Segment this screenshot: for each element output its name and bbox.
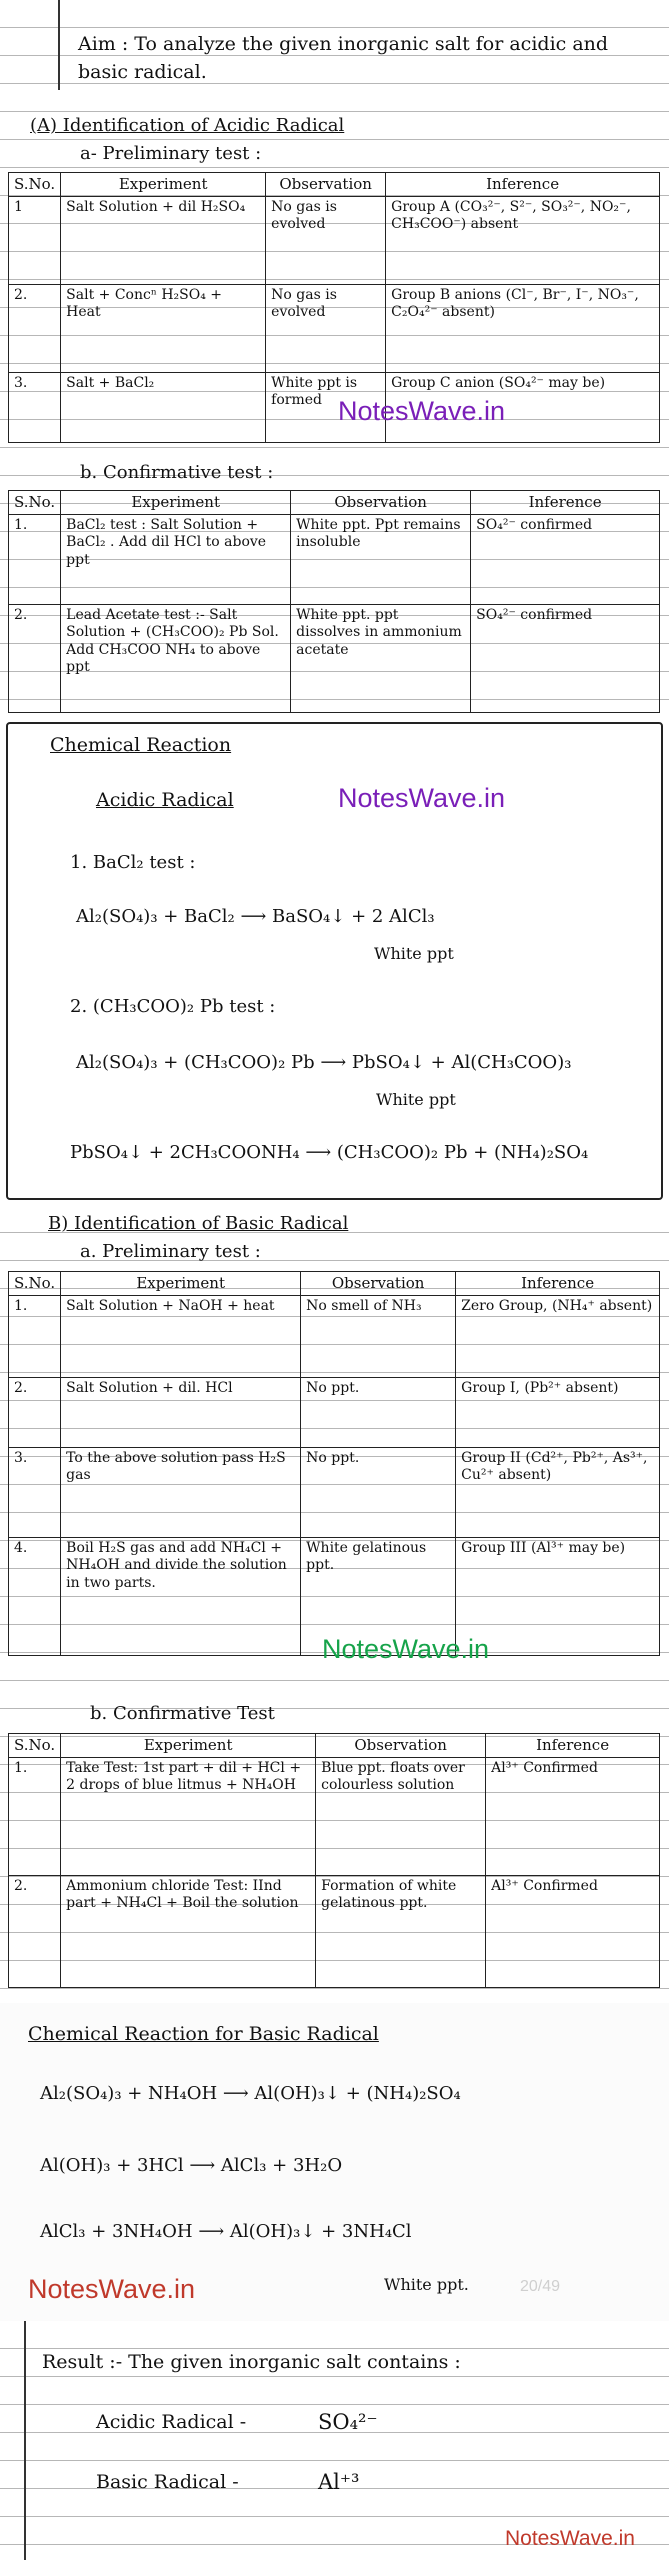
table-cell: Group I, (Pb²⁺ absent): [456, 1377, 660, 1447]
watermark: NotesWave.in: [322, 1634, 490, 1664]
table-row: [9, 284, 660, 372]
reaction-equation: Al(OH)₃ + 3HCl ⟶ AlCl₃ + 3H₂O: [40, 2155, 343, 2176]
table-cell: White ppt. Ppt remains insoluble: [291, 514, 471, 604]
table-cell: Salt + Concⁿ H₂SO₄ + Heat: [61, 284, 266, 372]
table-cell: Salt Solution + NaOH + heat: [61, 1295, 301, 1377]
page-number: 20/49: [520, 2278, 561, 2295]
table-cell: 3.: [9, 1447, 61, 1537]
table-cell: No ppt.: [301, 1377, 456, 1447]
table-row: [9, 1295, 660, 1377]
test-title: 1. BaCl₂ test :: [70, 852, 196, 873]
basic-radical-label: Basic Radical -: [96, 2471, 239, 2493]
basic-prelim-table: [8, 1271, 660, 1656]
table-cell: No gas is evolved: [266, 284, 386, 372]
table-cell: Take Test: 1st part + dil + HCl + 2 drops of blue litmus + NH₄OH: [61, 1757, 316, 1875]
acidic-radical-value: SO₄²⁻: [318, 2410, 378, 2434]
aim-text: Aim : To analyze the given inorganic salt for acidic and basic radical.: [78, 33, 609, 83]
section-b-title: B) Identification of Basic Radical: [48, 1213, 349, 1234]
table-cell: 1: [9, 196, 61, 284]
col-header: Experiment: [61, 173, 266, 197]
table-cell: 2.: [9, 604, 61, 712]
table-header-row: [9, 173, 660, 197]
watermark: NotesWave.in: [505, 2527, 635, 2550]
table-cell: Salt + BaCl₂: [61, 372, 266, 442]
col-header: Inference: [386, 173, 660, 197]
table-cell: Lead Acetate test :- Salt Solution + (CH₃COO)₂ Pb Sol. Add CH₃COO NH₄ to above ppt: [61, 604, 291, 712]
basic-confirm-table: [8, 1733, 660, 1988]
table-row: [9, 1757, 660, 1875]
acidic-confirm-table: [8, 490, 660, 713]
prelim-test-title: a. Preliminary test :: [80, 1241, 261, 1262]
notes-page-acidic-tests: [0, 0, 669, 722]
table-cell: Ammonium chloride Test: IInd part + NH₄Cl + Boil the solution: [61, 1875, 316, 1987]
basic-radical-value: Al⁺³: [318, 2470, 360, 2494]
table-row: [9, 604, 660, 712]
table-cell: Salt Solution + dil. HCl: [61, 1377, 301, 1447]
col-header: Experiment: [61, 491, 291, 515]
table-header-row: [9, 491, 660, 515]
table-row: [9, 1377, 660, 1447]
table-cell: Group A (CO₃²⁻, S²⁻, SO₃²⁻, NO₂⁻, CH₃COO⁻) absent: [386, 196, 660, 284]
reaction-equation: Al₂(SO₄)₃ + (CH₃COO)₂ Pb ⟶ PbSO₄↓ + Al(CH₃COO)₃: [76, 1052, 572, 1073]
watermark: NotesWave.in: [338, 783, 506, 813]
table-row: [9, 196, 660, 284]
section-subtitle: Acidic Radical: [96, 789, 234, 811]
col-header: S.No.: [9, 1734, 61, 1758]
table-header-row: [9, 1734, 660, 1758]
table-cell: White gelatinous ppt.: [301, 1537, 456, 1655]
reaction-equation: Al₂(SO₄)₃ + BaCl₂ ⟶ BaSO₄↓ + 2 AlCl₃: [76, 906, 435, 927]
reaction-equation: Al₂(SO₄)₃ + NH₄OH ⟶ Al(OH)₃↓ + (NH₄)₂SO₄: [40, 2083, 461, 2104]
margin-line: [58, 0, 60, 90]
table-cell: Group II (Cd²⁺, Pb²⁺, As³⁺, Cu²⁺ absent): [456, 1447, 660, 1537]
col-header: S.No.: [9, 491, 61, 515]
table-cell: Boil H₂S gas and add NH₄Cl + NH₄OH and divide the solution in two parts.: [61, 1537, 301, 1655]
table-row: [9, 1447, 660, 1537]
table-row: [9, 514, 660, 604]
col-header: Experiment: [61, 1272, 301, 1296]
table-cell: No ppt.: [301, 1447, 456, 1537]
page-title: Chemical Reaction: [50, 734, 232, 756]
table-cell: Al³⁺ Confirmed: [486, 1875, 660, 1987]
table-cell: Zero Group, (NH₄⁺ absent): [456, 1295, 660, 1377]
section-a-title: (A) Identification of Acidic Radical: [30, 115, 345, 136]
notes-page-result: [0, 2321, 669, 2560]
table-cell: 1.: [9, 1295, 61, 1377]
confirm-test-title: b. Confirmative test :: [80, 462, 274, 483]
col-header: Inference: [471, 491, 660, 515]
table-cell: BaCl₂ test : Salt Solution + BaCl₂ . Add dil HCl to above ppt: [61, 514, 291, 604]
col-header: Observation: [301, 1272, 456, 1296]
reaction-note: White ppt: [376, 1090, 456, 1109]
table-cell: SO₄²⁻ confirmed: [471, 604, 660, 712]
table-cell: Salt Solution + dil H₂SO₄: [61, 196, 266, 284]
notes-page-basic-tests: [0, 1205, 669, 2003]
table-row: [9, 1875, 660, 1987]
table-header-row: [9, 1272, 660, 1296]
table-cell: White ppt. ppt dissolves in ammonium acetate: [291, 604, 471, 712]
reaction-equation: PbSO₄↓ + 2CH₃COONH₄ ⟶ (CH₃COO)₂ Pb + (NH₄)₂SO₄: [70, 1142, 589, 1163]
col-header: Observation: [316, 1734, 486, 1758]
test-title: 2. (CH₃COO)₂ Pb test :: [70, 996, 276, 1017]
col-header: Inference: [486, 1734, 660, 1758]
notes-page-acidic-reactions: [6, 722, 663, 1200]
table-cell: Group C anion (SO₄²⁻ may be): [386, 372, 660, 442]
table-cell: Blue ppt. floats over colourless solution: [316, 1757, 486, 1875]
col-header: S.No.: [9, 173, 61, 197]
watermark: NotesWave.in: [338, 396, 506, 426]
table-cell: Group B anions (Cl⁻, Br⁻, I⁻, NO₃⁻, C₂O₄²⁻ absent): [386, 284, 660, 372]
col-header: Inference: [456, 1272, 660, 1296]
table-cell: 4.: [9, 1537, 61, 1655]
acidic-prelim-table: [8, 172, 660, 443]
reaction-note: White ppt: [374, 944, 454, 963]
table-cell: 1.: [9, 514, 61, 604]
table-cell: Group III (Al³⁺ may be): [456, 1537, 660, 1655]
table-cell: 2.: [9, 1377, 61, 1447]
table-row: [9, 372, 660, 442]
table-cell: To the above solution pass H₂S gas: [61, 1447, 301, 1537]
table-cell: Formation of white gelatinous ppt.: [316, 1875, 486, 1987]
col-header: Observation: [291, 491, 471, 515]
table-cell: 2.: [9, 1875, 61, 1987]
prelim-test-title: a- Preliminary test :: [80, 143, 262, 164]
table-cell: No smell of NH₃: [301, 1295, 456, 1377]
table-cell: 3.: [9, 372, 61, 442]
watermark: NotesWave.in: [28, 2274, 196, 2304]
notes-page-basic-reactions: [0, 2003, 669, 2321]
col-header: S.No.: [9, 1272, 61, 1296]
page-title: Chemical Reaction for Basic Radical: [28, 2023, 379, 2045]
table-cell: 2.: [9, 284, 61, 372]
table-cell: No gas is evolved: [266, 196, 386, 284]
table-cell: 1.: [9, 1757, 61, 1875]
margin-line: [24, 2321, 26, 2560]
result-text: Result :- The given inorganic salt contains :: [42, 2351, 461, 2373]
confirm-test-title: b. Confirmative Test: [90, 1703, 275, 1724]
table-cell: Al³⁺ Confirmed: [486, 1757, 660, 1875]
col-header: Observation: [266, 173, 386, 197]
reaction-equation: AlCl₃ + 3NH₄OH ⟶ Al(OH)₃↓ + 3NH₄Cl: [40, 2221, 412, 2242]
reaction-note: White ppt.: [384, 2275, 469, 2294]
table-cell: SO₄²⁻ confirmed: [471, 514, 660, 604]
col-header: Experiment: [61, 1734, 316, 1758]
table-cell: White ppt is formed: [266, 372, 386, 442]
acidic-radical-label: Acidic Radical -: [96, 2411, 247, 2433]
